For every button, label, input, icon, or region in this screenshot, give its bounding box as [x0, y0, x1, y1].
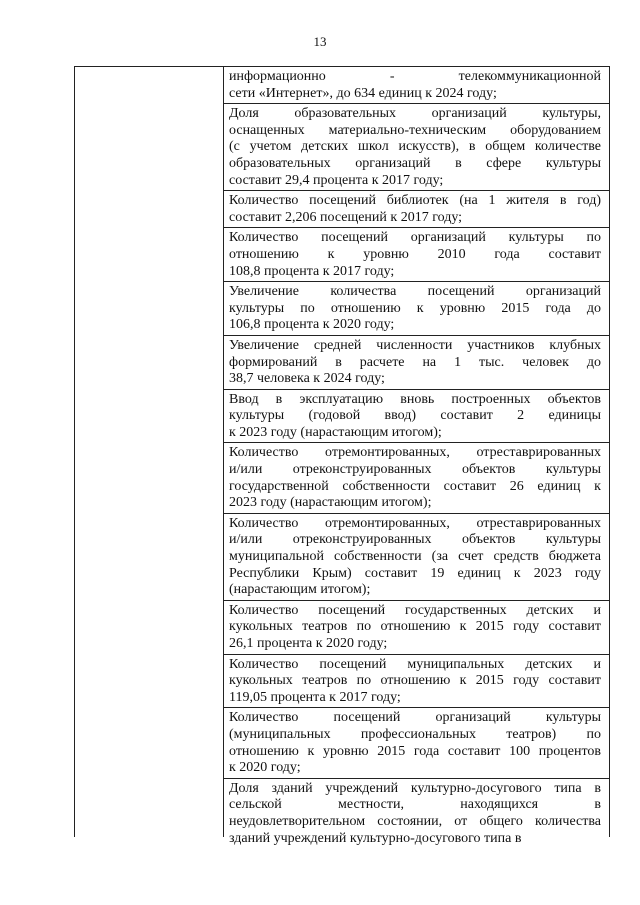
- indicator-line: к 2020 году;: [229, 760, 301, 776]
- indicator-line: и/или отреконструированных объектов культуры: [229, 462, 601, 478]
- indicator-line: составит 2,206 посещений к 2017 году;: [229, 209, 463, 225]
- indicator-item: [224, 191, 609, 228]
- indicator-line: отношению к уровню 2015 года составит 100 процентов: [229, 743, 601, 759]
- indicator-line: культуры по отношению к уровню 2015 года до: [229, 300, 601, 316]
- indicator-line: (муниципальных профессиональных театров) по: [229, 726, 601, 742]
- indicator-line: Доля образовательных организаций культуры,: [229, 106, 601, 122]
- indicator-line: Количество отремонтированных, отреставрированных: [229, 515, 601, 531]
- indicator-line: и/или отреконструированных объектов культуры: [229, 532, 601, 548]
- indicator-item: [224, 514, 609, 601]
- indicator-line: муниципальной собственности (за счет средств бюджета: [229, 549, 601, 565]
- indicator-line: составит 29,4 процента к 2017 году;: [229, 172, 444, 188]
- indicator-line: Ввод в эксплуатацию вновь построенных объектов: [229, 391, 601, 407]
- indicator-line: государственной собственности составит 26 единиц к: [229, 478, 601, 494]
- indicator-item: [224, 67, 609, 104]
- indicator-line: оснащенных материально-техническим оборудованием: [229, 122, 601, 138]
- indicator-line: Количество посещений библиотек (на 1 жителя в год): [229, 193, 601, 209]
- indicator-line: 38,7 человека к 2024 году;: [229, 371, 385, 387]
- indicator-line: 26,1 процента к 2020 году;: [229, 636, 388, 651]
- indicator-item: [224, 390, 609, 444]
- indicator-line: Количество посещений организаций культуры: [229, 710, 601, 726]
- table-right-cell: [224, 67, 609, 846]
- indicator-line: (с учетом детских школ искусств), в общем количестве: [229, 139, 601, 155]
- indicator-line: Увеличение средней численности участников клубных: [229, 337, 601, 353]
- indicator-line: (нарастающим итогом);: [229, 582, 371, 598]
- indicator-line: Количество посещений муниципальных детских и: [229, 656, 601, 672]
- indicator-line: Количество посещений государственных детских и: [229, 602, 601, 618]
- indicator-line: 108,8 процента к 2017 году;: [229, 263, 395, 279]
- indicator-line: 119,05 процента к 2017 году;: [229, 689, 401, 705]
- indicator-item: [224, 104, 609, 191]
- indicator-line: сети «Интернет», до 634 единиц к 2024 году;: [229, 85, 497, 101]
- indicator-line: отношению к уровню 2010 года составит: [229, 246, 601, 262]
- indicator-item: [224, 443, 609, 513]
- indicator-line: зданий учреждений культурно-досугового типа в: [229, 830, 522, 846]
- indicator-line: Увеличение количества посещений организаций: [229, 284, 601, 300]
- indicator-line: к 2023 году (нарастающим итогом);: [229, 424, 442, 440]
- indicator-line: культуры (годовой ввод) составит 2 единицы: [229, 408, 601, 424]
- indicator-item: [224, 336, 609, 390]
- indicator-line: Доля зданий учреждений культурно-досугового типа в: [229, 780, 601, 796]
- indicator-item: [224, 228, 609, 282]
- indicator-line: сельской местности, находящихся в: [229, 797, 601, 813]
- indicators-table: [74, 66, 610, 846]
- indicator-item: [224, 601, 609, 655]
- indicator-line: 106,8 процента к 2020 году;: [229, 317, 395, 333]
- page-number: 13: [313, 34, 327, 49]
- indicator-line: Республики Крым) составит 19 единиц к 2023 году: [229, 565, 601, 581]
- indicator-item: [224, 779, 609, 848]
- indicator-item: [224, 708, 609, 778]
- indicator-item: [224, 282, 609, 336]
- indicator-line: образовательных организаций в сфере культуры: [229, 155, 601, 171]
- table-left-cell: [75, 67, 224, 837]
- indicator-line: информационно - телекоммуникационной: [229, 69, 601, 84]
- indicator-line: неудовлетворительном состоянии, от общего количества: [229, 813, 601, 829]
- indicator-line: 2023 году (нарастающим итогом);: [229, 495, 432, 511]
- indicator-line: формирований в расчете на 1 тыс. человек до: [229, 354, 601, 370]
- indicator-line: кукольных театров по отношению к 2015 году составит: [229, 673, 601, 689]
- indicator-line: кукольных театров по отношению к 2015 году составит: [229, 619, 601, 635]
- indicator-item: [224, 655, 609, 709]
- indicator-line: Количество посещений организаций культуры по: [229, 230, 601, 246]
- indicator-line: Количество отремонтированных, отреставрированных: [229, 445, 601, 461]
